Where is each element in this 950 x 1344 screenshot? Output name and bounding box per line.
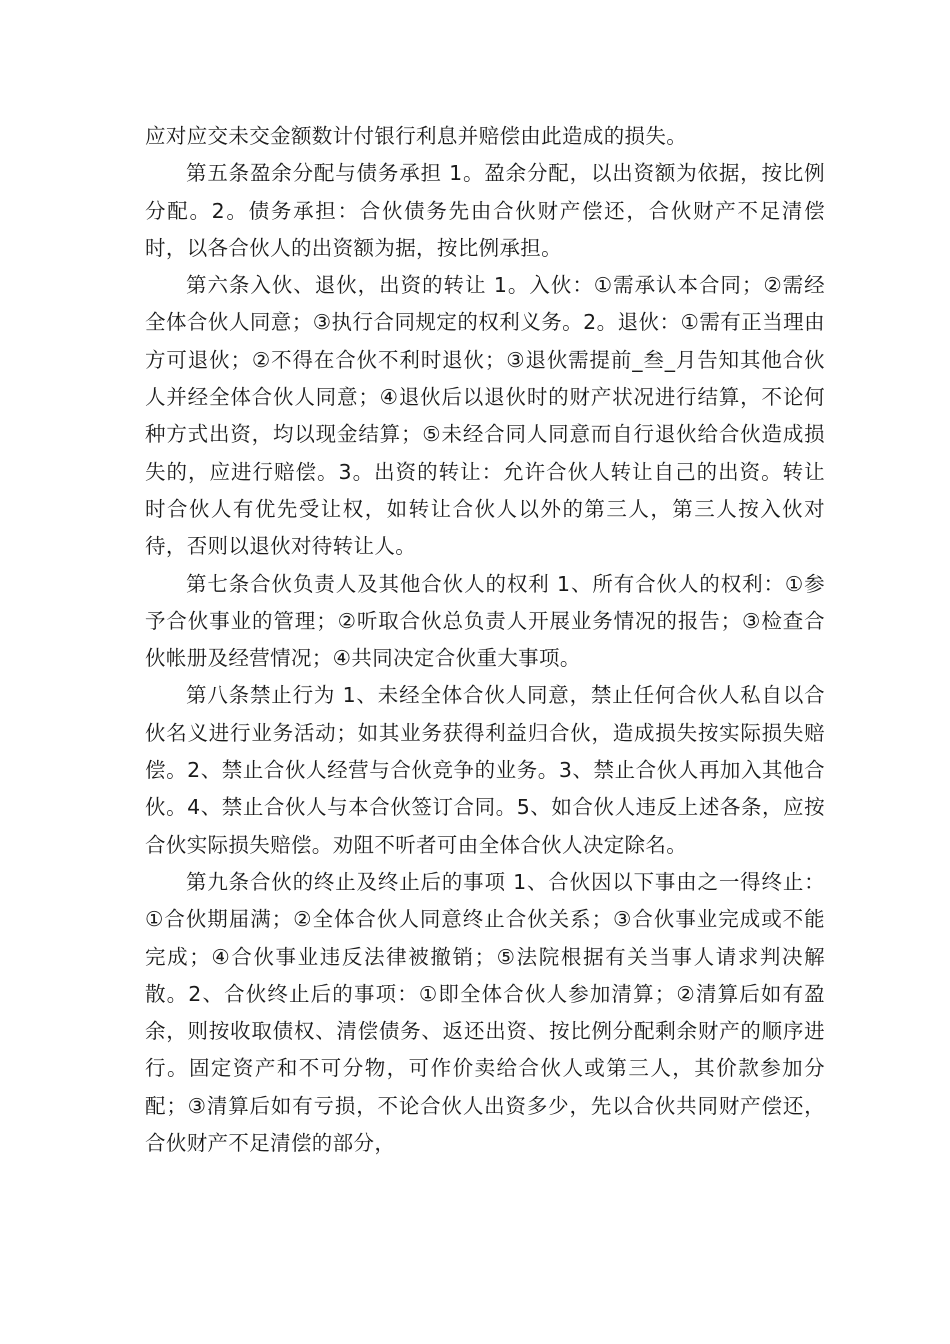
paragraph-continuation: 应对应交未交金额数计付银行利息并赔偿由此造成的损失。	[145, 124, 688, 148]
paragraph-article-5: 第五条盈余分配与债务承担 1。盈余分配，以出资额为依据，按比例分配。2。债务承担：合伙债务先由合伙财产偿还，合伙财产不足清偿时，以各合伙人的出资额为据，按比例承担。	[145, 161, 825, 260]
paragraph-article-7: 第七条合伙负责人及其他合伙人的权利 1、所有合伙人的权利：①参予合伙事业的管理；②听取合伙总负责人开展业务情况的报告；③检查合伙帐册及经营情况；④共同决定合伙重大事项。	[145, 571, 825, 671]
paragraph-article-8: 第八条禁止行为 1、未经全体合伙人同意，禁止任何合伙人私自以合伙名义进行业务活动；如其业务获得利益归合伙，造成损失按实际损失赔偿。2、禁止合伙人经营与合伙竞争的业务。3、禁止合伙人再加入其他合伙。4、禁止合伙人与本合伙签订合同。5、如合伙人违反上述各条，应按合伙实际损失赔偿。劝阻不听者可由全体合伙人决定除名。	[145, 683, 825, 857]
document-body	[145, 118, 825, 1162]
paragraph-article-6: 第六条入伙、退伙，出资的转让 1。入伙：①需承认本合同；②需经全体合伙人同意；③执行合同规定的权利义务。2。退伙：①需有正当理由方可退伙；②不得在合伙不利时退伙；③退伙需提前_叁_月告知其他合伙人并经全体合伙人同意；④退伙后以退伙时的财产状况进行结算，不论何种方式出资，均以现金结算；⑤未经合同人同意而自行退伙给合伙造成损失的，应进行赔偿。3。出资的转让：允许合伙人转让自己的出资。转让时合伙人有优先受让权，如转让合伙人以外的第三人，第三人按入伙对待，否则以退伙对待转让人。	[145, 273, 825, 559]
paragraph-article-9: 第九条合伙的终止及终止后的事项 1、合伙因以下事由之一得终止：①合伙期届满；②全体合伙人同意终止合伙关系；③合伙事业完成或不能完成；④合伙事业违反法律被撤销；⑤法院根据有关当事人请求判决解散。2、合伙终止后的事项：①即全体合伙人参加清算；②清算后如有盈余，则按收取债权、清偿债务、返还出资、按比例分配剩余财产的顺序进行。固定资产和不可分物，可作价卖给合伙人或第三人，其价款参加分配；③清算后如有亏损，不论合伙人出资多少，先以合伙共同财产偿还，合伙财产不足清偿的部分，	[145, 869, 825, 1156]
